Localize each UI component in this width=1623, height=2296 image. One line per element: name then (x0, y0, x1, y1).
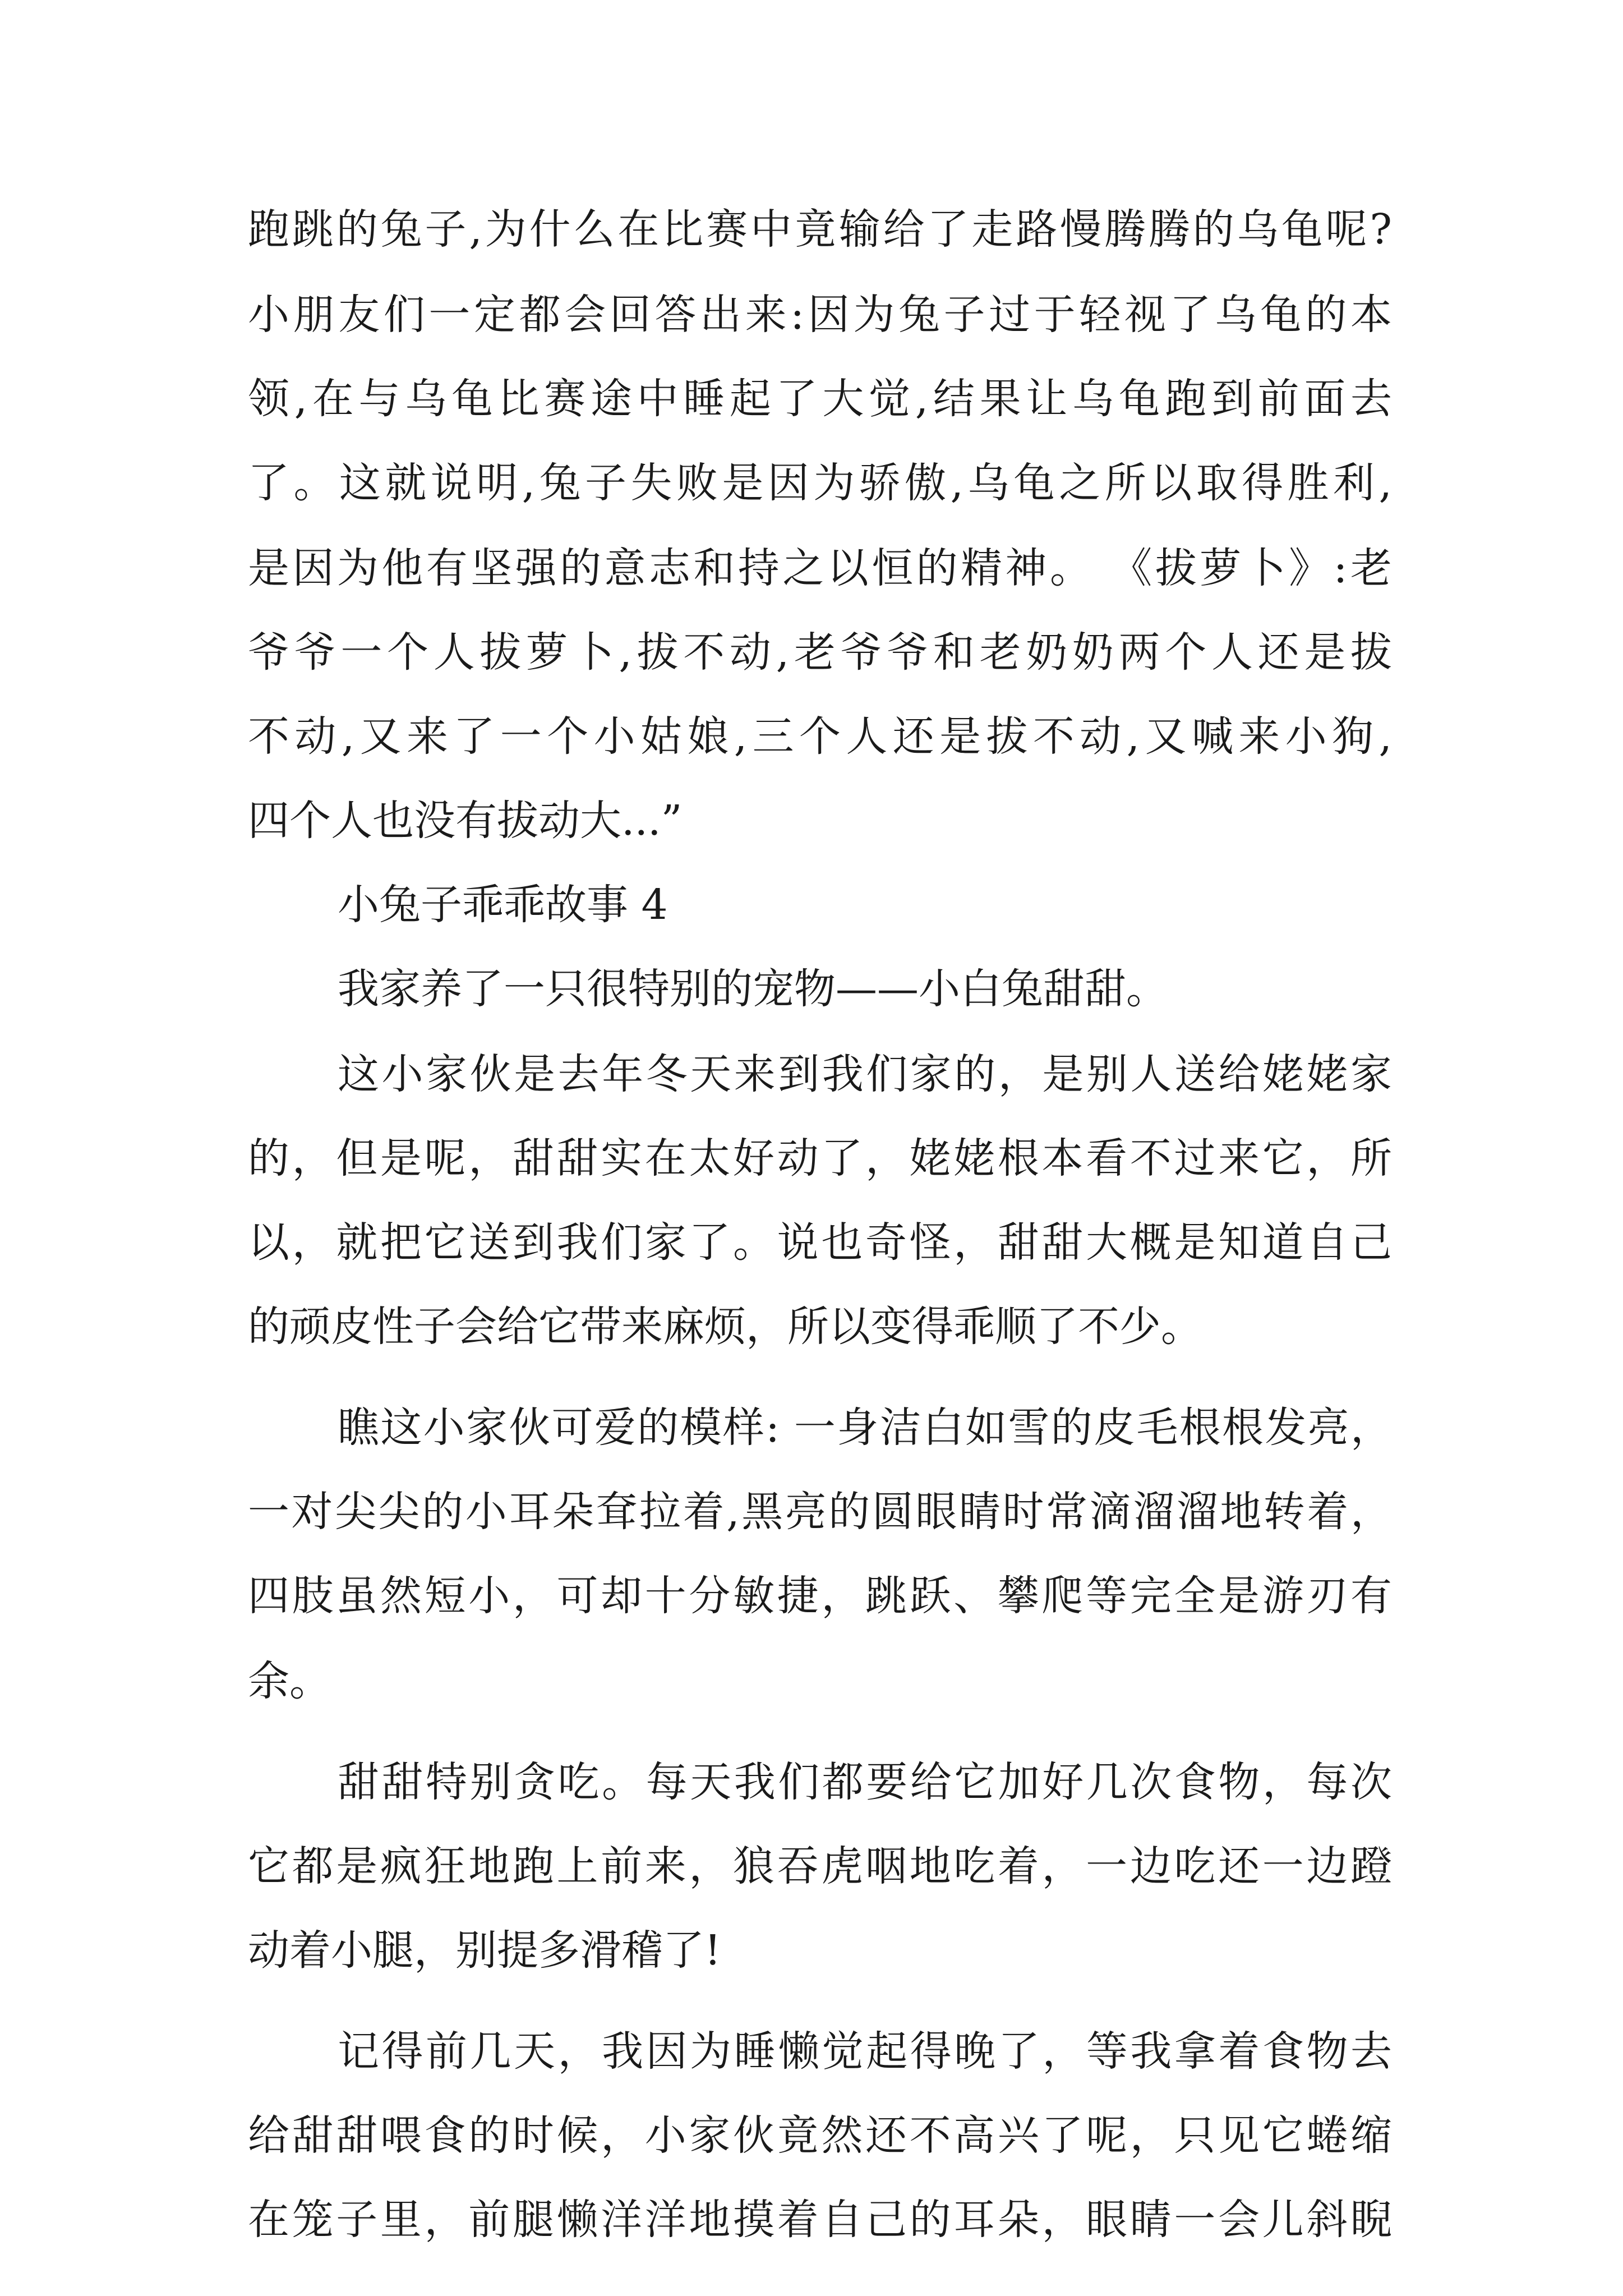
text-line: 了。这就说明,兔子失败是因为骄傲,乌龟之所以取得胜利, (248, 459, 1392, 507)
text-line: 不动,又来了一个小姑娘,三个人还是拔不动,又喊来小狗, (248, 712, 1392, 761)
text-line: 是因为他有坚强的意志和持之以恒的精神。 《拔萝卜》:老 (248, 544, 1392, 592)
paragraph-line: 以，就把它送到我们家了。说也奇怪，甜甜大概是知道自己 (248, 1218, 1392, 1267)
paragraph-line: 的顽皮性子会给它带来麻烦，所以变得乖顺了不少。 (248, 1303, 1202, 1351)
text-line: 小朋友们一定都会回答出来:因为兔子过于轻视了乌龟的本 (248, 291, 1392, 339)
paragraph-line: 我家养了一只很特别的宠物——小白兔甜甜。 (338, 965, 1168, 1013)
paragraph-line: 在笼子里，前腿懒洋洋地摸着自己的耳朵，眼睛一会儿斜睨 (248, 2196, 1392, 2244)
text-line: 领,在与乌龟比赛途中睡起了大觉,结果让乌龟跑到前面去 (248, 375, 1392, 423)
paragraph-line: 余。 (248, 1657, 331, 1705)
paragraph-line: 记得前几天，我因为睡懒觉起得晚了，等我拿着食物去 (338, 2027, 1392, 2076)
paragraph-line: 的，但是呢，甜甜实在太好动了，姥姥根本看不过来它，所 (248, 1134, 1392, 1182)
text-line: 四个人也没有拔动大...” (248, 797, 683, 845)
paragraph-line: 四肢虽然短小，可却十分敏捷，跳跃、攀爬等完全是游刃有 (248, 1572, 1392, 1620)
paragraph-line: 瞧这小家伙可爱的模样: 一身洁白如雪的皮毛根根发亮， (338, 1404, 1392, 1452)
paragraph-line: 一对尖尖的小耳朵耷拉着,黑亮的圆眼睛时常滴溜溜地转着， (248, 1488, 1392, 1536)
section-heading: 小兔子乖乖故事 4 (338, 881, 668, 929)
paragraph-line: 动着小腿，别提多滑稽了! (248, 1926, 721, 1975)
text-line: 跑跳的兔子,为什么在比赛中竟输给了走路慢腾腾的乌龟呢? (248, 205, 1392, 254)
paragraph-line: 甜甜特别贪吃。每天我们都要给它加好几次食物，每次 (338, 1758, 1392, 1806)
paragraph-line: 这小家伙是去年冬天来到我们家的，是别人送给姥姥家 (338, 1050, 1392, 1098)
text-line: 爷爷一个人拔萝卜,拔不动,老爷爷和老奶奶两个人还是拔 (248, 628, 1392, 677)
paragraph-line: 给甜甜喂食的时候，小家伙竟然还不高兴了呢，只见它蜷缩 (248, 2111, 1392, 2160)
paragraph-line: 它都是疯狂地跑上前来，狼吞虎咽地吃着，一边吃还一边蹬 (248, 1842, 1392, 1890)
